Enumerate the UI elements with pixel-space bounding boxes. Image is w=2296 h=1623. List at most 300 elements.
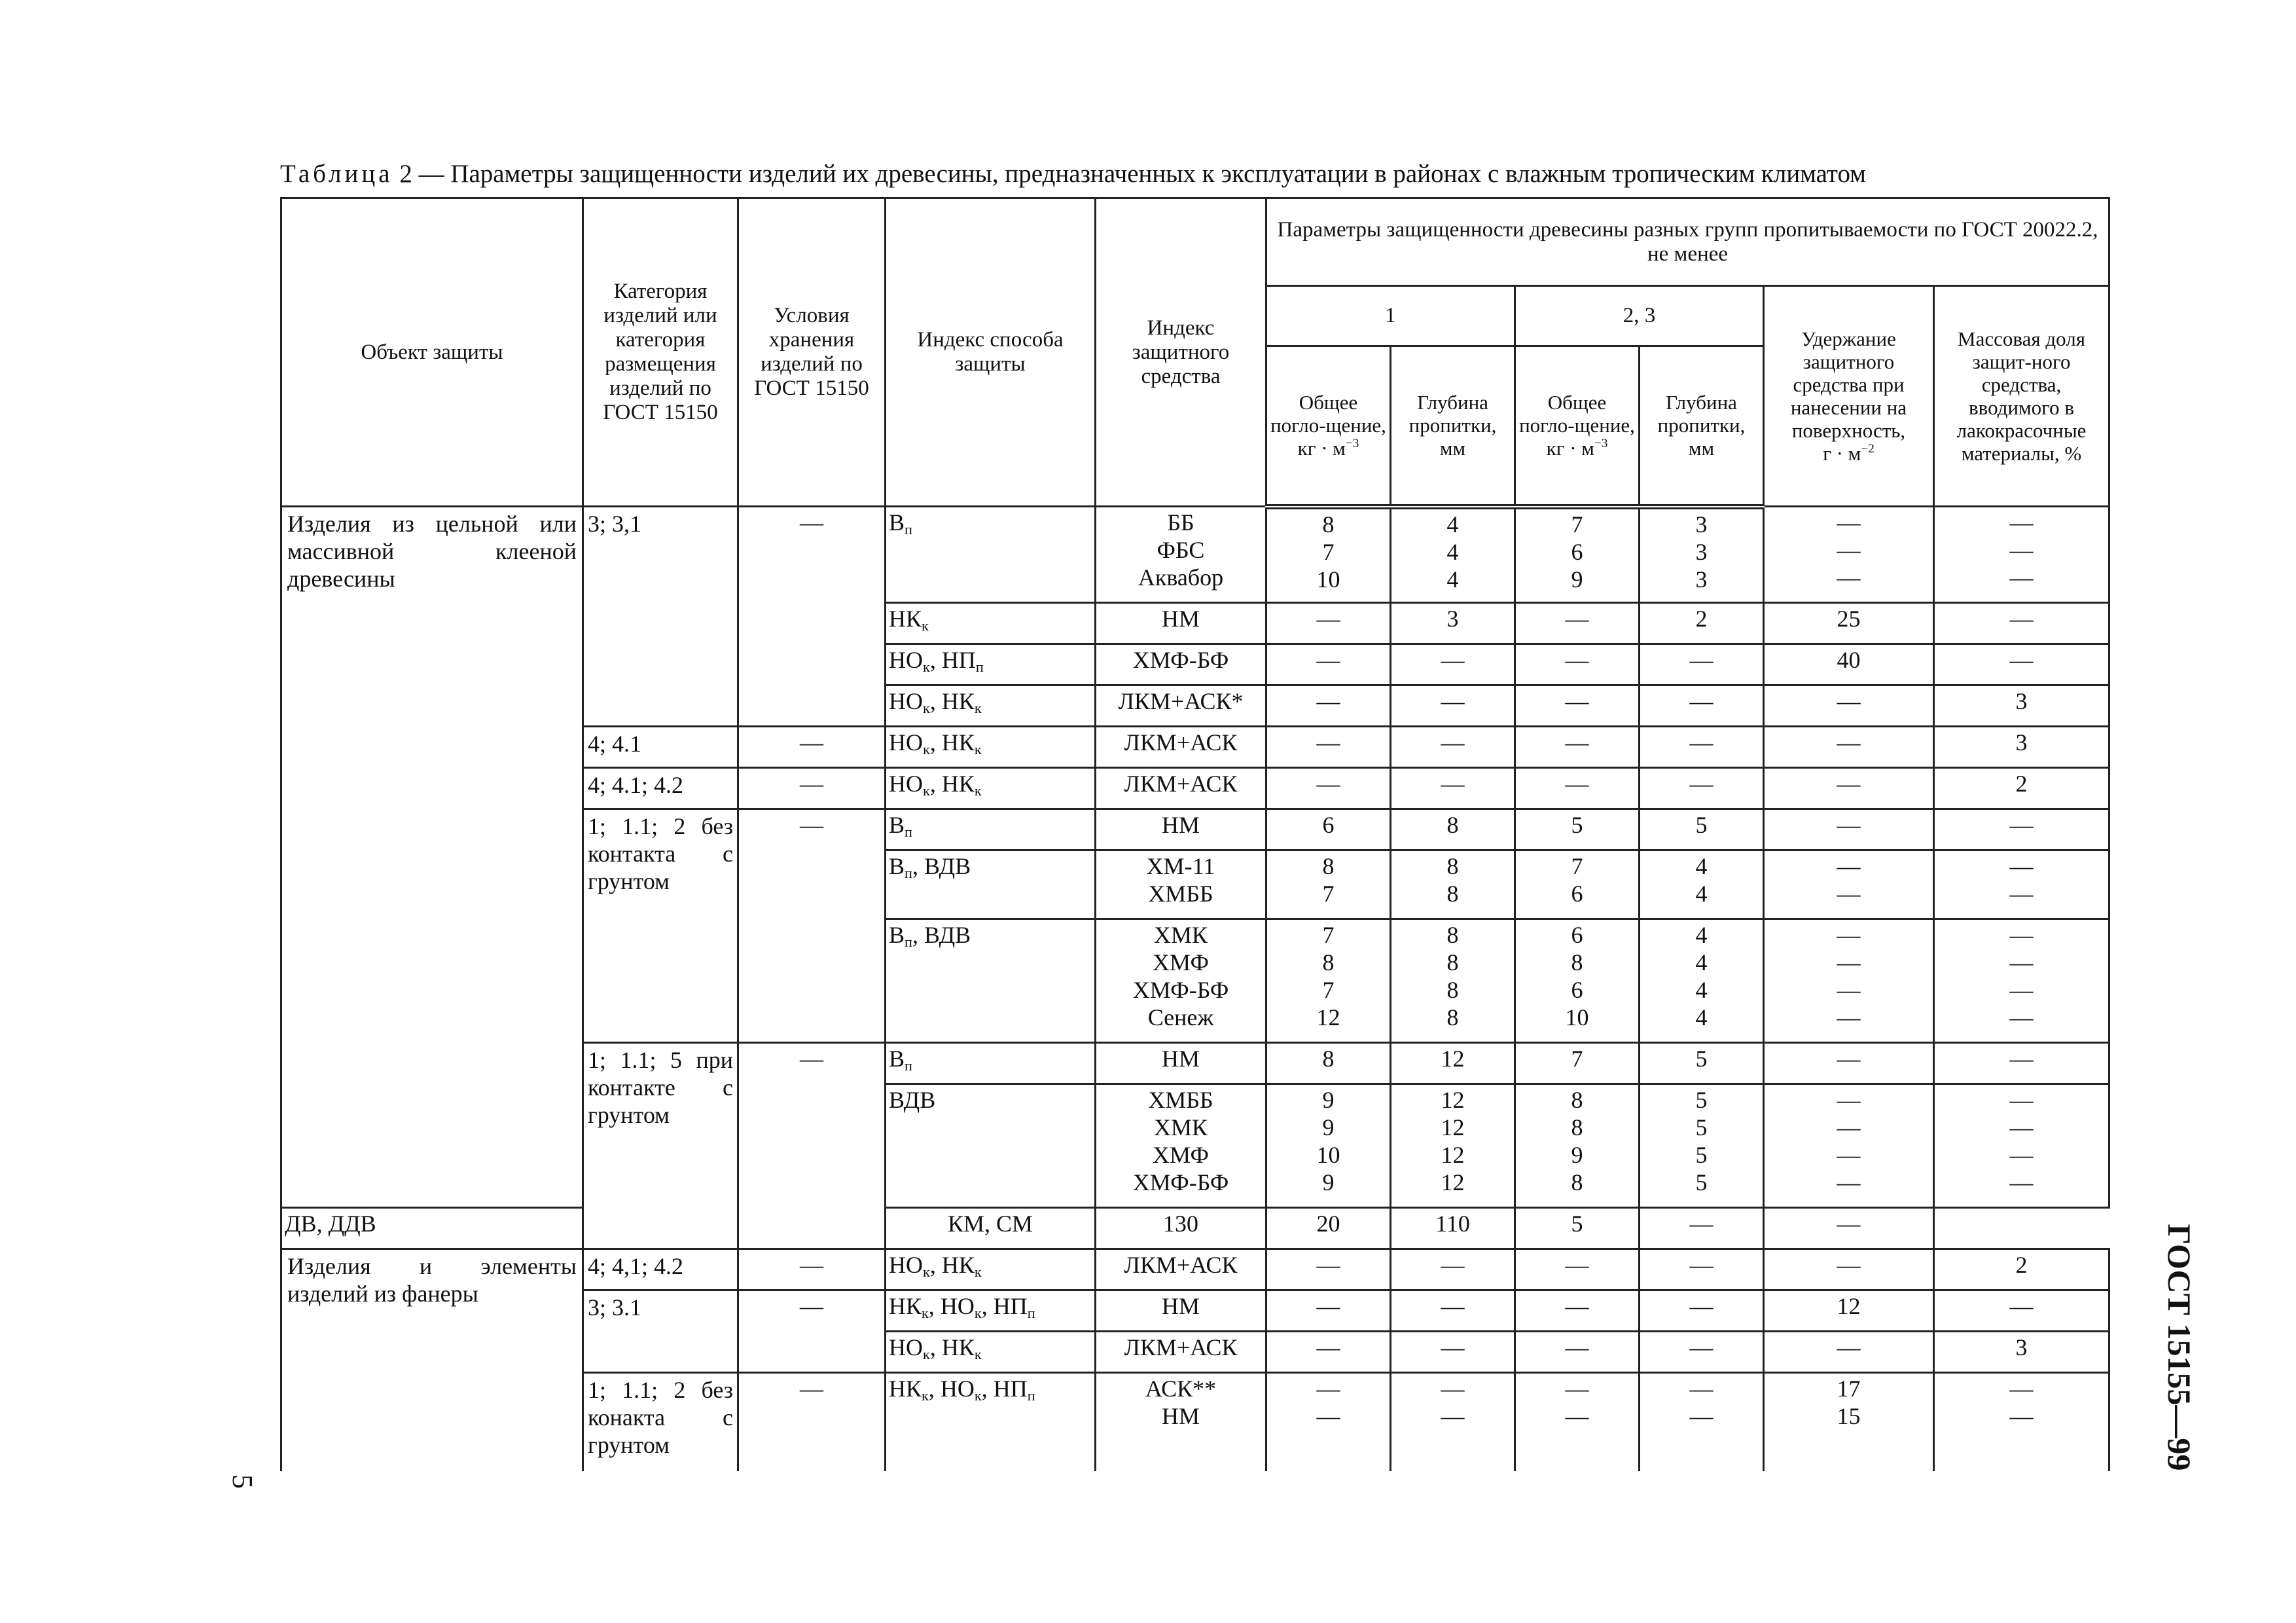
cell-value: 8 <box>1322 1046 1335 1072</box>
cell-value: — <box>1565 1403 1589 1429</box>
retention-cell <box>1764 809 1934 850</box>
cell-value: 17 <box>1837 1376 1861 1402</box>
cell-value: — <box>1441 1376 1465 1402</box>
retention-cell <box>1764 603 1934 644</box>
cell-value: 3 <box>1695 511 1708 538</box>
agent-value: ЛКМ+АСК <box>1124 1334 1238 1360</box>
method-cell: $В_п$, ВДВ <box>886 850 1096 919</box>
agent-value: КМ, СМ <box>947 1211 1033 1237</box>
depth-2-3-cell <box>1640 1332 1764 1373</box>
cell-value: — <box>2009 606 2034 632</box>
mass-share-cell <box>1934 768 2109 809</box>
agent-value: ХМК <box>1153 1114 1208 1140</box>
absorption-2-3-cell <box>1515 850 1640 919</box>
depth-2-3-cell <box>1640 1373 1764 1471</box>
method-cell: $В_п$ <box>886 507 1096 603</box>
absorption-exponent: −3 <box>1345 437 1359 451</box>
cell-value: — <box>1837 853 1861 879</box>
cell-value: 7 <box>1571 853 1583 879</box>
cell-value: 6 <box>1571 881 1583 907</box>
agent-value: ФБС <box>1157 537 1205 563</box>
absorption-1-cell <box>1266 1290 1391 1332</box>
cell-value: — <box>1689 1293 1713 1319</box>
cell-value: 12 <box>1837 1293 1861 1319</box>
cell-value: — <box>1837 1252 1861 1278</box>
cell-value: 5 <box>1695 812 1708 838</box>
cell-value: — <box>1565 606 1589 632</box>
depth-1-cell <box>1391 1373 1515 1471</box>
cell-value: — <box>1441 729 1465 756</box>
depth-1-cell <box>1391 727 1515 768</box>
cell-value: — <box>1441 1293 1465 1319</box>
depth-2-3-cell <box>1640 685 1764 727</box>
method-cell: $НО_к$, $НК_к$ <box>886 1332 1096 1373</box>
depth-1-cell <box>1391 809 1515 850</box>
absorption-2-3-cell <box>1515 1084 1640 1208</box>
cell-value: — <box>2009 1376 2034 1402</box>
cell-value: — <box>1689 1376 1713 1402</box>
depth-1-cell <box>1391 1084 1515 1208</box>
cell-value: — <box>1441 688 1465 714</box>
table-row <box>281 1249 2109 1290</box>
cell-value: 10 <box>1316 566 1340 593</box>
cell-value: 8 <box>1446 881 1459 907</box>
cell-value: — <box>2009 1169 2034 1195</box>
cell-value: 7 <box>1571 511 1583 538</box>
cell-value: — <box>1441 1252 1465 1278</box>
category-cell: 3; 3.1 <box>583 1290 738 1373</box>
cell-value: — <box>2009 1004 2034 1030</box>
absorption-unit: кг · м <box>1546 437 1594 460</box>
cell-value: 4 <box>1695 977 1708 1003</box>
cell-value: — <box>2009 881 2034 907</box>
storage-cell: — <box>738 727 886 768</box>
category-cell: 1; 1.1; 5 при контакте с грунтом <box>583 1043 738 1249</box>
cell-value: — <box>1689 1403 1713 1429</box>
absorption-2-3-cell <box>1515 809 1640 850</box>
cell-value: — <box>2009 922 2034 948</box>
cell-value: — <box>2009 537 2034 563</box>
cell-value: — <box>2009 564 2034 591</box>
cell-value: — <box>1689 688 1713 714</box>
cell-value: 2 <box>2015 771 2028 797</box>
cell-value: — <box>1837 771 1861 797</box>
absorption-2-3-cell <box>1515 1332 1640 1373</box>
storage-cell: — <box>738 1043 886 1249</box>
depth-1-cell <box>1391 1249 1515 1290</box>
depth-1-cell <box>1391 1043 1515 1084</box>
retention-cell <box>1764 727 1934 768</box>
cell-value: — <box>1837 1169 1861 1195</box>
cell-value: 9 <box>1322 1114 1335 1140</box>
absorption-1-cell <box>1266 1249 1391 1290</box>
depth-2-3-cell <box>1640 727 1764 768</box>
absorption-2-3-cell <box>1515 1373 1640 1471</box>
storage-cell: — <box>738 809 886 1043</box>
cell-value: 12 <box>1441 1142 1465 1168</box>
cell-value: 8 <box>1571 1114 1583 1140</box>
cell-value: 9 <box>1322 1169 1335 1195</box>
agent-value: ЛКМ+АСК* <box>1118 688 1244 714</box>
table-caption <box>280 158 2106 190</box>
retention-cell <box>1764 685 1934 727</box>
cell-value: 12 <box>1441 1114 1465 1140</box>
cell-value: 110 <box>1435 1211 1470 1237</box>
agent-cell <box>1096 1373 1266 1471</box>
cell-value: 7 <box>1322 881 1335 907</box>
mass-share-cell <box>1934 507 2109 603</box>
depth-1-cell <box>1391 603 1515 644</box>
cell-value: — <box>1565 1252 1589 1278</box>
absorption-2-3-cell <box>1515 603 1640 644</box>
storage-cell: — <box>738 1290 886 1373</box>
cell-value: — <box>2009 1114 2034 1140</box>
mass-share-cell <box>1934 1249 2109 1290</box>
absorption-2-3-cell <box>1515 644 1640 685</box>
method-cell: ВДВ <box>886 1084 1096 1208</box>
cell-value: 8 <box>1446 853 1459 879</box>
category-cell: 1; 1.1; 2 без конакта с грунтом <box>583 1373 738 1471</box>
agent-value: ББ <box>1167 509 1194 536</box>
depth-1-cell <box>1391 850 1515 919</box>
absorption-label: Общее погло-щение, <box>1519 391 1635 437</box>
absorption-1-cell <box>1266 1043 1391 1084</box>
cell-value: 9 <box>1571 1142 1583 1168</box>
agent-value: ХМК <box>1153 922 1208 948</box>
cell-value: — <box>1837 1087 1861 1113</box>
agent-cell <box>1096 1249 1266 1290</box>
depth-2-3-cell <box>1640 1290 1764 1332</box>
absorption-1-cell <box>1266 850 1391 919</box>
agent-value: ХМФ-БФ <box>1132 647 1229 673</box>
depth-2-3-cell <box>1640 1043 1764 1084</box>
agent-value: НМ <box>1161 1403 1200 1429</box>
cell-value: — <box>1837 729 1861 756</box>
cell-value: — <box>1316 688 1340 714</box>
header-depth-2-3: Глубина пропитки, мм <box>1640 346 1764 507</box>
depth-1-cell <box>1391 768 1515 809</box>
method-cell: $НО_к$, $НК_к$ <box>886 768 1096 809</box>
cell-value: 12 <box>1441 1169 1465 1195</box>
cell-value: — <box>1565 688 1589 714</box>
absorption-2-3-cell <box>1515 507 1640 603</box>
cell-value: 7 <box>1322 538 1335 565</box>
mass-share-cell <box>1934 685 2109 727</box>
cell-value: — <box>1316 1252 1340 1278</box>
agent-value: ХМФ <box>1153 949 1209 976</box>
cell-value: 5 <box>1571 812 1583 838</box>
absorption-1-cell <box>1266 919 1391 1043</box>
cell-value: — <box>1565 1334 1589 1360</box>
agent-cell <box>1096 1290 1266 1332</box>
cell-value: 12 <box>1441 1087 1465 1113</box>
cell-value: 4 <box>1695 1004 1708 1030</box>
agent-cell <box>1096 1332 1266 1373</box>
cell-value: — <box>1837 509 1861 536</box>
mass-share-cell <box>1934 850 2109 919</box>
cell-value: 6 <box>1571 538 1583 565</box>
depth-1-cell <box>1391 919 1515 1043</box>
cell-value: 5 <box>1695 1169 1708 1195</box>
retention-cell <box>1764 768 1934 809</box>
absorption-1-cell <box>1266 768 1391 809</box>
cell-value: — <box>1837 922 1861 948</box>
method-cell: $НК_к$, $НО_к$, $НП_п$ <box>886 1373 1096 1471</box>
cell-value: 8 <box>1571 949 1583 976</box>
cell-value: 12 <box>1441 1046 1465 1072</box>
absorption-exponent: −3 <box>1594 437 1608 451</box>
mass-share-cell <box>1934 1332 2109 1373</box>
mass-share-cell <box>1934 1373 2109 1471</box>
storage-cell: — <box>738 1373 886 1471</box>
cell-value: — <box>1316 606 1340 632</box>
cell-value: — <box>1837 1046 1861 1072</box>
agent-cell <box>1096 507 1266 603</box>
cell-value: 8 <box>1446 949 1459 976</box>
header-agent: Индекс защитного средства <box>1096 198 1266 507</box>
absorption-unit: кг · м <box>1297 437 1346 460</box>
header-absorption-1 <box>1266 346 1391 507</box>
retention-cell <box>1764 850 1934 919</box>
object-solid-wood: Изделия из цельной или массивной клееной древесины <box>281 507 583 1208</box>
retention-cell <box>1764 1332 1934 1373</box>
cell-value: — <box>2009 853 2034 879</box>
agent-cell <box>1096 809 1266 850</box>
absorption-1-cell <box>1266 809 1391 850</box>
cell-value: 8 <box>1446 1004 1459 1030</box>
absorption-1-cell <box>1096 1208 1266 1249</box>
cell-value: — <box>2009 509 2034 536</box>
cell-value: 9 <box>1571 566 1583 593</box>
absorption-2-3-cell <box>1515 685 1640 727</box>
cell-value: 8 <box>1571 1169 1583 1195</box>
header-absorption-2-3 <box>1515 346 1640 507</box>
cell-value: — <box>2009 812 2034 838</box>
cell-value: 9 <box>1322 1087 1335 1113</box>
retention-cell <box>1764 919 1934 1043</box>
retention-cell <box>1764 1249 1934 1290</box>
absorption-1-cell <box>1266 507 1391 603</box>
cell-value: 6 <box>1571 922 1583 948</box>
cell-value: — <box>2009 977 2034 1003</box>
cell-value: — <box>1689 1211 1713 1237</box>
method-cell: $НО_к$, $НК_к$ <box>886 685 1096 727</box>
agent-cell <box>886 1208 1096 1249</box>
cell-value: — <box>1441 771 1465 797</box>
cell-value: 8 <box>1446 922 1459 948</box>
cell-value: — <box>1316 1293 1340 1319</box>
agent-cell <box>1096 768 1266 809</box>
cell-value: 8 <box>1446 812 1459 838</box>
cell-value: 7 <box>1322 977 1335 1003</box>
depth-2-3-cell <box>1640 507 1764 603</box>
depth-2-3-cell <box>1640 1249 1764 1290</box>
cell-value: 15 <box>1837 1403 1861 1429</box>
depth-1-cell <box>1391 1332 1515 1373</box>
caption-lead: Таблица <box>280 160 393 188</box>
agent-value: ЛКМ+АСК <box>1124 729 1238 756</box>
cell-value: — <box>1837 977 1861 1003</box>
cell-value: — <box>1837 1114 1861 1140</box>
cell-value: — <box>2009 1142 2034 1168</box>
cell-value: — <box>2009 647 2034 673</box>
agent-value: ХМФ-БФ <box>1132 977 1229 1003</box>
caption-text: 2 — Параметры защищенности изделий их древесины, предназначенных к эксплуатации в районах с влажным тропическим климатом <box>393 160 1866 188</box>
header-mass-share: Массовая доля защит-ного средства, вводимого в лакокрасочные материалы, % <box>1934 286 2109 507</box>
cell-value: — <box>1689 647 1713 673</box>
mass-share-cell <box>1934 603 2109 644</box>
agent-cell <box>1096 727 1266 768</box>
cell-value: — <box>1316 729 1340 756</box>
cell-value: — <box>1837 949 1861 976</box>
cell-value: 8 <box>1322 949 1335 976</box>
cell-value: 5 <box>1695 1142 1708 1168</box>
header-group-1: 1 <box>1266 286 1515 346</box>
cell-value: — <box>1316 1334 1340 1360</box>
retention-exponent: −2 <box>1861 442 1874 456</box>
cell-value: 12 <box>1316 1004 1340 1030</box>
absorption-1-cell <box>1266 603 1391 644</box>
method-cell: $НО_к$, $НП_п$ <box>886 644 1096 685</box>
cell-value: — <box>1565 1293 1589 1319</box>
cell-value: 8 <box>1571 1087 1583 1113</box>
table-row <box>281 1208 2109 1249</box>
cell-value: — <box>1689 729 1713 756</box>
mass-share-cell <box>1934 919 2109 1043</box>
category-cell: 3; 3,1 <box>583 507 738 727</box>
mass-share-cell <box>1934 1084 2109 1208</box>
header-storage: Условия хранения изделий по ГОСТ 15150 <box>738 198 886 507</box>
cell-value: — <box>1441 1334 1465 1360</box>
method-cell: $В_п$ <box>886 809 1096 850</box>
method-cell: $НК_к$ <box>886 603 1096 644</box>
cell-value: 3 <box>1695 566 1708 593</box>
depth-2-3-cell <box>1640 809 1764 850</box>
cell-value: 8 <box>1322 853 1335 879</box>
agent-cell <box>1096 603 1266 644</box>
method-cell: $В_п$ <box>886 1043 1096 1084</box>
storage-cell: — <box>738 1249 886 1290</box>
retention-cell <box>1764 1043 1934 1084</box>
cell-value: 20 <box>1316 1211 1340 1237</box>
cell-value: — <box>1565 1376 1589 1402</box>
cell-value: — <box>1837 1142 1861 1168</box>
depth-1-cell <box>1391 507 1515 603</box>
method-cell: $НК_к$, $НО_к$, $НП_п$ <box>886 1290 1096 1332</box>
cell-value: 4 <box>1695 949 1708 976</box>
header-method: Индекс способа защиты <box>886 198 1096 507</box>
cell-value: — <box>1565 729 1589 756</box>
absorption-2-3-cell <box>1515 1249 1640 1290</box>
document-code-label: ГОСТ 15155—99 <box>2161 1224 2198 1471</box>
cell-value: — <box>1316 647 1340 673</box>
cell-value: 5 <box>1695 1046 1708 1072</box>
absorption-2-3-cell <box>1515 768 1640 809</box>
cell-value: 5 <box>1695 1087 1708 1113</box>
header-category: Категория изделий или категория размещения изделий по ГОСТ 15150 <box>583 198 738 507</box>
agent-cell <box>1096 919 1266 1043</box>
agent-value: НМ <box>1161 1046 1200 1072</box>
absorption-2-3-cell <box>1515 1290 1640 1332</box>
cell-value: — <box>2009 1403 2034 1429</box>
retention-cell <box>1764 1373 1934 1471</box>
cell-value: — <box>1837 1211 1861 1237</box>
method-cell: $В_п$, ВДВ <box>886 919 1096 1043</box>
depth-2-3-cell <box>1640 644 1764 685</box>
cell-value: — <box>1316 1403 1340 1429</box>
retention-label: Удержание защитного средства при нанесении на поверхность, <box>1790 327 1907 442</box>
cell-value: 5 <box>1571 1211 1583 1237</box>
cell-value: — <box>1441 1403 1465 1429</box>
absorption-1-cell <box>1266 727 1391 768</box>
cell-value: 7 <box>1571 1046 1583 1072</box>
depth-2-3-cell <box>1640 850 1764 919</box>
agent-value: ХМФ <box>1153 1142 1209 1168</box>
category-cell: 4; 4,1; 4.2 <box>583 1249 738 1290</box>
cell-value: — <box>2009 949 2034 976</box>
storage-cell: — <box>738 507 886 727</box>
cell-value: 8 <box>1446 977 1459 1003</box>
method-cell: $НО_к$, $НК_к$ <box>886 1249 1096 1290</box>
category-cell: 1; 1.1; 2 без контакта с грунтом <box>583 809 738 1043</box>
mass-share-cell <box>1934 644 2109 685</box>
retention-cell <box>1764 507 1934 603</box>
retention-cell <box>1640 1208 1764 1249</box>
cell-value: 10 <box>1316 1142 1340 1168</box>
header-parameters: Параметры защищенности древесины разных групп пропитываемости по ГОСТ 20022.2, не менее <box>1266 198 2109 286</box>
storage-cell: — <box>738 768 886 809</box>
depth-2-3-cell <box>1640 603 1764 644</box>
cell-value: — <box>1837 688 1861 714</box>
category-cell: 4; 4.1 <box>583 727 738 768</box>
agent-cell <box>1096 685 1266 727</box>
agent-value: ЛКМ+АСК <box>1124 1252 1238 1278</box>
cell-value: 130 <box>1163 1211 1198 1237</box>
cell-value: — <box>1316 771 1340 797</box>
cell-value: 3 <box>2015 1334 2028 1360</box>
cell-value: 2 <box>2015 1252 2028 1278</box>
header-object: Объект защиты <box>281 198 583 507</box>
agent-value: ХМФ-БФ <box>1132 1169 1229 1195</box>
cell-value: — <box>1837 1004 1861 1030</box>
cell-value: 6 <box>1322 812 1335 838</box>
absorption-2-3-cell <box>1391 1208 1515 1249</box>
cell-value: 8 <box>1322 511 1335 538</box>
header-retention <box>1764 286 1934 507</box>
retention-cell <box>1764 1290 1934 1332</box>
cell-value: — <box>2009 1046 2034 1072</box>
depth-1-cell <box>1391 685 1515 727</box>
cell-value: 4 <box>1695 881 1708 907</box>
cell-value: — <box>1837 881 1861 907</box>
cell-value: 5 <box>1695 1114 1708 1140</box>
agent-value: НМ <box>1161 1293 1200 1319</box>
cell-value: 2 <box>1695 606 1708 632</box>
agent-value: НМ <box>1161 812 1200 838</box>
page-number: 5 <box>226 1474 259 1489</box>
cell-value: — <box>1837 812 1861 838</box>
depth-1-cell <box>1391 644 1515 685</box>
cell-value: 4 <box>1446 538 1459 565</box>
mass-share-cell <box>1934 727 2109 768</box>
agent-value: ХМББ <box>1148 1087 1213 1113</box>
method-cell: $НО_к$, $НК_к$ <box>886 727 1096 768</box>
method-cell: ДВ, ДДВ <box>281 1208 583 1249</box>
agent-value: ХМ-11 <box>1146 853 1215 879</box>
cell-value: 40 <box>1837 647 1861 673</box>
cell-value: — <box>1689 1252 1713 1278</box>
cell-value: — <box>1441 647 1465 673</box>
